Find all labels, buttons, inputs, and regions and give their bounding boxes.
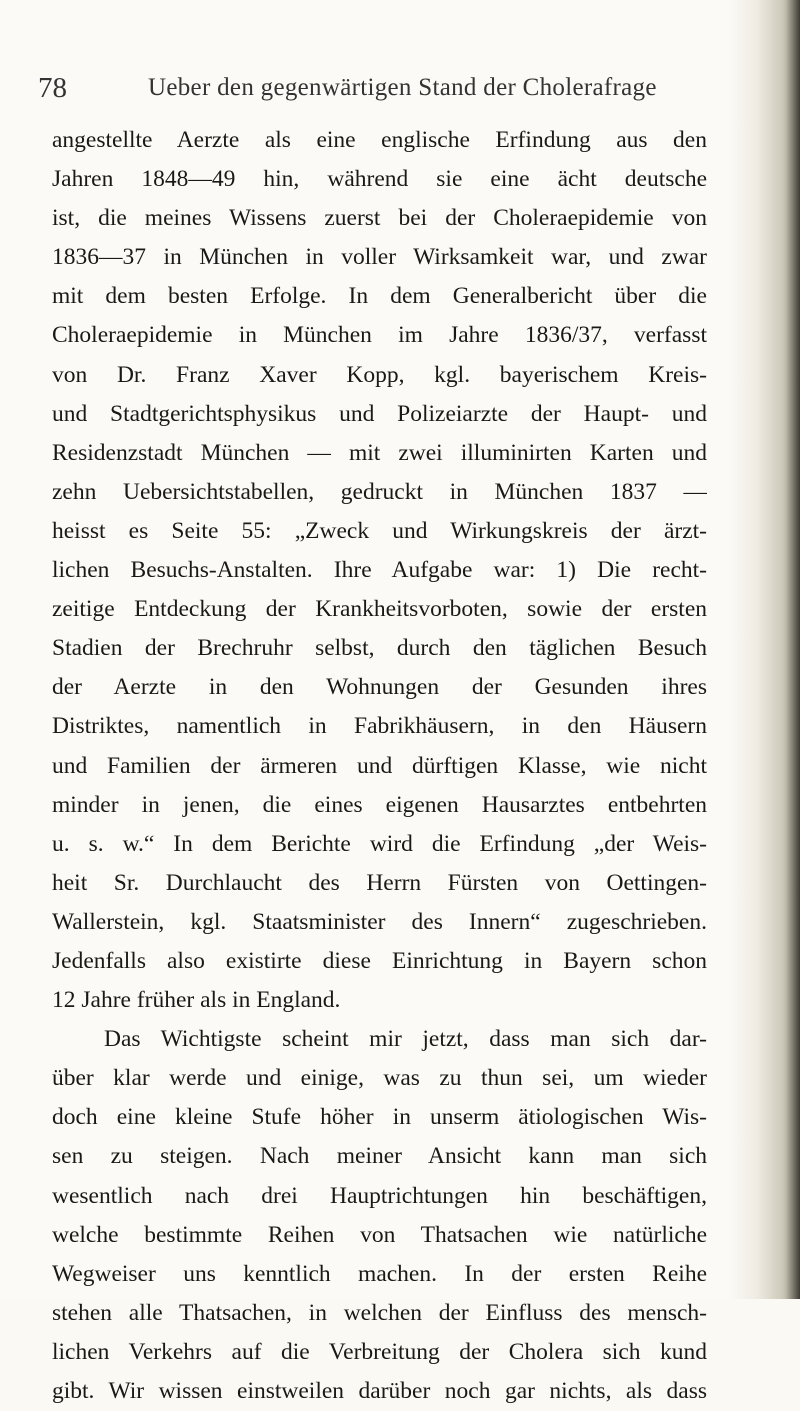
text-line: und Stadtgerichtsphysikus und Polizeiarzte der Haupt- und	[52, 400, 707, 427]
text-line: minder in jenen, die eines eigenen Hausarztes entbehrten	[52, 791, 707, 818]
text-line: Jahren 1848—49 hin, während sie eine ächt deutsche	[52, 166, 707, 193]
text-line: 12 Jahre früher als in England.	[52, 987, 341, 1014]
text-line: wesentlich nach drei Hauptrichtungen hin beschäftigen,	[52, 1182, 707, 1209]
text-line: und Familien der ärmeren und dürftigen Klasse, wie nicht	[52, 752, 707, 779]
text-line: zeitige Entdeckung der Krankheitsvorboten, sowie der ersten	[52, 596, 707, 623]
page-header	[38, 68, 758, 108]
text-line: Das Wichtigste scheint mir jetzt, dass man sich dar-	[104, 1026, 707, 1053]
running-title: Ueber den gegenwärtigen Stand der Cholerafrage	[148, 74, 657, 101]
text-line: über klar werde und einige, was zu thun sei, um wieder	[52, 1065, 707, 1092]
text-line: sen zu steigen. Nach meiner Ansicht kann man sich	[52, 1143, 707, 1170]
text-line: Distriktes, namentlich in Fabrikhäusern, in den Häusern	[52, 713, 707, 740]
text-line: welche bestimmte Reihen von Thatsachen wie natürliche	[52, 1221, 707, 1248]
text-line: heisst es Seite 55: „Zweck und Wirkungskreis der ärzt-	[52, 517, 707, 544]
text-line: gibt. Wir wissen einstweilen darüber noch gar nichts, als dass	[52, 1378, 707, 1404]
text-line: ist, die meines Wissens zuerst bei der Choleraepidemie von	[52, 205, 707, 232]
text-line: lichen Besuchs-Anstalten. Ihre Aufgabe war: 1) Die recht-	[52, 557, 707, 584]
body-text	[52, 121, 707, 1411]
text-line: heit Sr. Durchlaucht des Herrn Fürsten von Oettingen-	[52, 869, 707, 896]
text-line: Wallerstein, kgl. Staatsminister des Innern“ zugeschrieben.	[52, 908, 707, 935]
text-line: von Dr. Franz Xaver Kopp, kgl. bayerischem Kreis-	[52, 361, 707, 388]
text-line: Stadien der Brechruhr selbst, durch den täglichen Besuch	[52, 635, 707, 662]
text-line: Choleraepidemie in München im Jahre 1836/37, verfasst	[52, 322, 707, 349]
text-line: Jedenfalls also existirte diese Einrichtung in Bayern schon	[52, 947, 707, 974]
text-line: Wegweiser uns kenntlich machen. In der ersten Reihe	[52, 1260, 707, 1287]
text-line: 1836—37 in München in voller Wirksamkeit war, und zwar	[52, 244, 707, 271]
page-number: 78	[38, 72, 67, 104]
text-line: doch eine kleine Stufe höher in unserm ätiologischen Wis-	[52, 1104, 707, 1131]
text-line: der Aerzte in den Wohnungen der Gesunden ihres	[52, 674, 707, 701]
text-line: u. s. w.“ In dem Berichte wird die Erfindung „der Weis-	[52, 830, 707, 857]
page-edge-binding	[786, 0, 800, 1299]
text-line: lichen Verkehrs auf die Verbreitung der Cholera sich kund	[52, 1338, 707, 1365]
text-line: Residenzstadt München — mit zwei illuminirten Karten und	[52, 439, 707, 466]
text-line: mit dem besten Erfolge. In dem Generalbericht über die	[52, 283, 707, 310]
text-line: angestellte Aerzte als eine englische Erfindung aus den	[52, 127, 707, 153]
text-line: stehen alle Thatsachen, in welchen der Einfluss des mensch-	[52, 1299, 707, 1326]
text-line: zehn Uebersichtstabellen, gedruckt in München 1837 —	[52, 478, 707, 505]
